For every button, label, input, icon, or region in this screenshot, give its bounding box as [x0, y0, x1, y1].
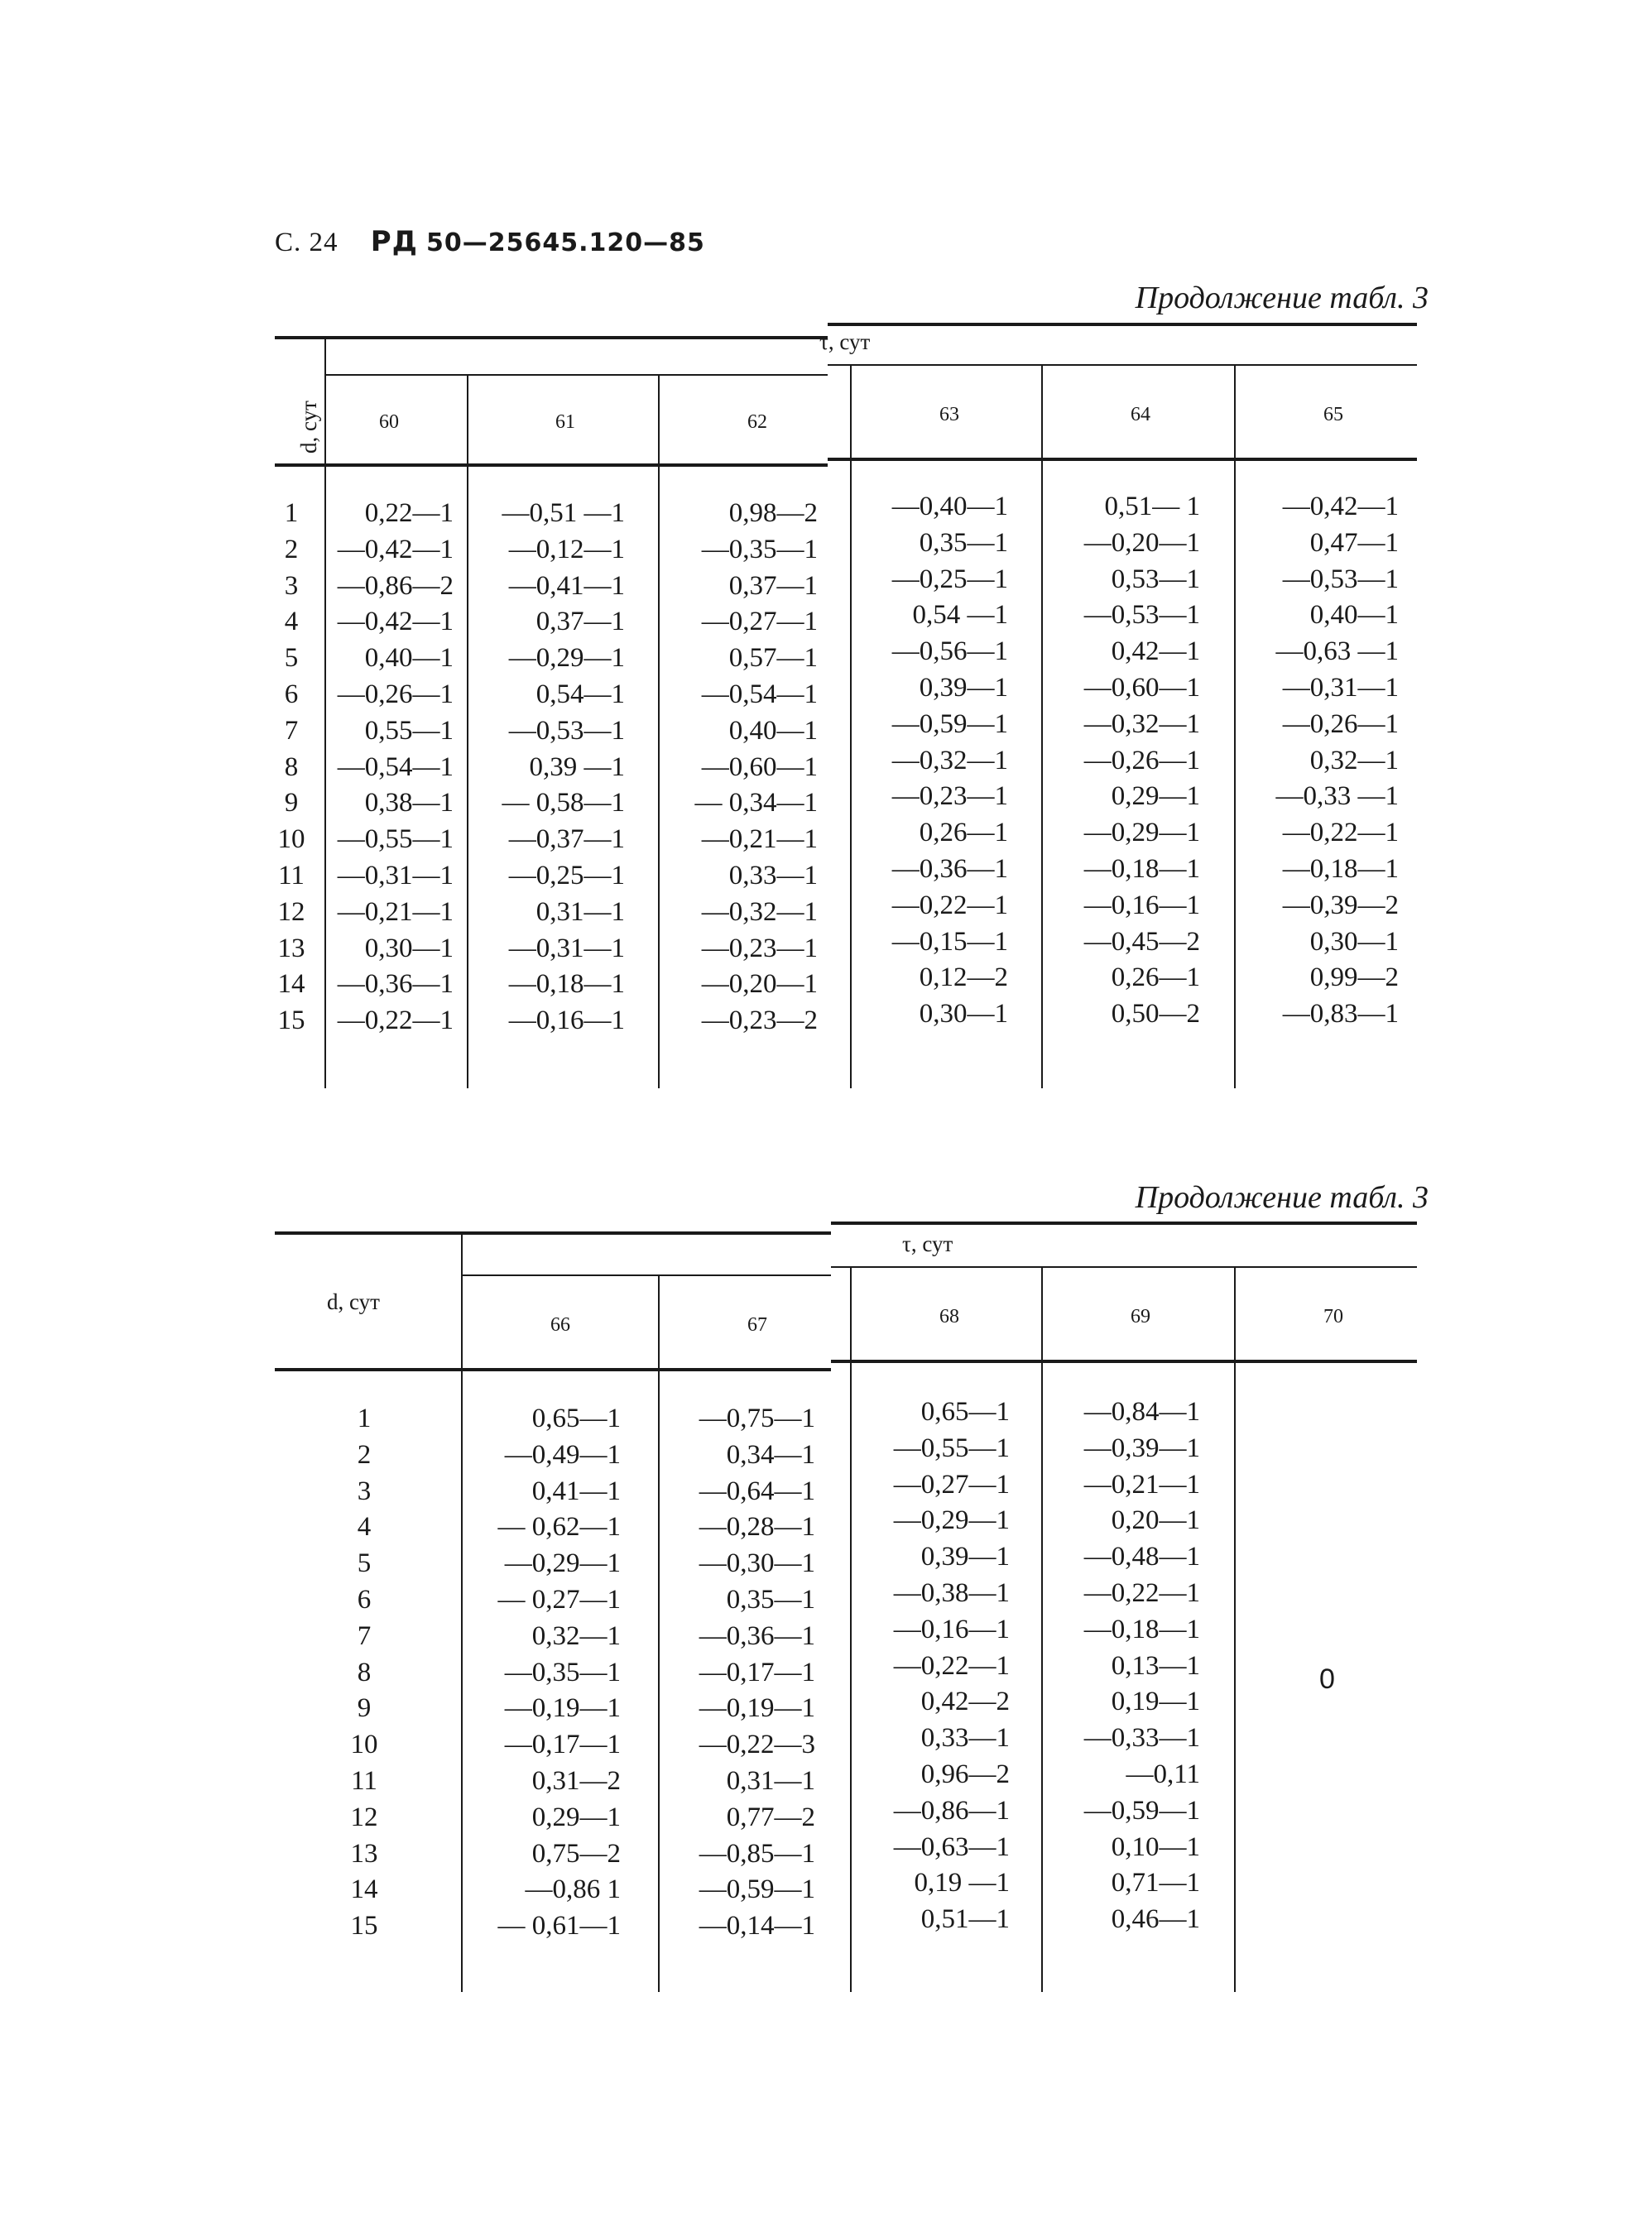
table-cell: —0,63 —1: [1275, 636, 1399, 667]
table-cell: —0,85—1: [699, 1838, 815, 1869]
table-cell: 0,65—1: [920, 1397, 1010, 1427]
table2-col-axis-label: τ, сут: [902, 1231, 953, 1256]
table-cell: 0,29—1: [1111, 781, 1200, 812]
table-cell: 0,38—1: [364, 788, 454, 818]
table-cell: —0,41—1: [508, 570, 625, 601]
table-cell: 0,65—1: [531, 1404, 621, 1433]
table-cell: 0,26—1: [1111, 962, 1200, 993]
row-number: 12: [277, 896, 305, 927]
table1-vline-4: [850, 366, 852, 1088]
table-cell: 0,55—1: [364, 715, 454, 746]
table-cell: —0,29—1: [508, 643, 625, 674]
table-cell: —0,11: [1126, 1759, 1200, 1789]
table-cell: —0,22—1: [891, 890, 1008, 920]
row-number: 8: [357, 1657, 372, 1687]
table-cell: —0,26—1: [1083, 745, 1200, 775]
table-cell: 0,39—1: [919, 673, 1008, 703]
table-cell: 0,12—2: [919, 962, 1008, 993]
row-number: 6: [357, 1585, 372, 1615]
table-cell: 0,98—2: [728, 498, 818, 528]
table-cell: —0,18—1: [1083, 854, 1200, 884]
table-cell: 0,37—1: [535, 607, 625, 637]
table-cell: 0,32—1: [531, 1620, 621, 1651]
table2-col-header: 68: [939, 1306, 959, 1327]
table1-vline-3: [658, 376, 660, 1088]
table-cell: —0,31—1: [508, 933, 625, 963]
table-cell: 0,57—1: [728, 643, 818, 674]
table-cell: —0,16—1: [508, 1006, 625, 1036]
table2-top-rule-right: [831, 1222, 1417, 1225]
table-cell: 0,40—1: [728, 715, 818, 746]
table-cell: 0,53—1: [1111, 564, 1200, 594]
table1-subhead-rule-right: [828, 364, 1417, 366]
table-cell: —0,31—1: [1282, 673, 1399, 703]
table2-head-bottom-rule-left: [275, 1368, 831, 1371]
table1-col-header: 61: [555, 411, 575, 433]
table-cell: —0,22—1: [1282, 818, 1399, 848]
row-number: 3: [284, 570, 299, 601]
row-number: 2: [357, 1439, 372, 1470]
table-cell: —0,17—1: [504, 1730, 621, 1760]
table-cell: —0,28—1: [699, 1512, 815, 1543]
table-cell: —0,39—2: [1282, 890, 1399, 920]
row-number: 5: [284, 643, 299, 674]
row-number: 4: [284, 607, 299, 637]
table-cell: 0,40—1: [364, 643, 454, 674]
table-cell: 0,33—1: [920, 1723, 1010, 1754]
table2-col-header: 66: [550, 1314, 570, 1336]
row-number: 15: [277, 1006, 305, 1036]
table-cell: 0,41—1: [531, 1476, 621, 1506]
table1-col-header: 64: [1131, 404, 1150, 425]
table1-subhead-rule-left: [324, 374, 828, 376]
doc-number: 50—25645.120—85: [425, 228, 705, 257]
table-cell: —0,21—1: [701, 824, 818, 855]
row-number: 13: [350, 1838, 378, 1869]
table2-vline-4: [1041, 1268, 1043, 1992]
table-cell: —0,16—1: [893, 1614, 1010, 1644]
table-cell: —0,32—1: [1083, 708, 1200, 739]
table-cell: 0,35—1: [919, 527, 1008, 558]
table-cell: —0,20—1: [701, 969, 818, 1000]
table-cell: —0,32—1: [701, 896, 818, 927]
table-cell: —0,53—1: [1282, 564, 1399, 594]
table2-vline-5: [1234, 1268, 1236, 1992]
table-cell: —0,27—1: [893, 1469, 1010, 1500]
table-cell: —0,49—1: [504, 1439, 621, 1470]
table-cell: —0,37—1: [508, 824, 625, 855]
table-cell: —0,18—1: [1083, 1614, 1200, 1644]
table-cell: 0,37—1: [728, 570, 818, 601]
table-cell: —0,23—1: [891, 781, 1008, 812]
table-cell: 0,22—1: [364, 498, 454, 528]
table2-vline-1: [461, 1235, 463, 1992]
page-number: С. 24: [275, 228, 339, 257]
table-cell: —0,29—1: [504, 1548, 621, 1579]
table-cell: 0,31—2: [531, 1766, 621, 1796]
table-cell: —0,55—1: [337, 824, 454, 855]
table-cell: 0,30—1: [919, 999, 1008, 1030]
row-number: 5: [357, 1548, 372, 1579]
table-cell: —0,26—1: [1282, 708, 1399, 739]
table-cell: —0,40—1: [891, 492, 1008, 521]
table1-head-bottom-rule-left: [275, 463, 828, 467]
table-cell: —0,29—1: [1083, 818, 1200, 848]
table-cell: —0,64—1: [699, 1476, 815, 1506]
table1-row-axis-label: d, сут: [296, 401, 321, 454]
table-cell: —0,18—1: [508, 969, 625, 1000]
row-number: 8: [284, 751, 299, 782]
table-cell: —0,60—1: [1083, 673, 1200, 703]
row-number: 7: [357, 1620, 372, 1651]
table-cell: —0,26—1: [337, 679, 454, 709]
table-cell: —0,20—1: [1083, 527, 1200, 558]
table-cell: —0,22—1: [337, 1006, 454, 1036]
row-number: 9: [284, 788, 299, 818]
table-cell: 0,13—1: [1111, 1650, 1200, 1681]
table2-col-header: 69: [1131, 1306, 1150, 1327]
table2-vline-2: [658, 1276, 660, 1992]
table2-caption: Продолжение табл. 3: [1135, 1180, 1429, 1215]
table-cell: —0,35—1: [504, 1657, 621, 1687]
table-cell: 0,31—1: [535, 896, 625, 927]
table-cell: —0,59—1: [891, 708, 1008, 739]
table-cell: 0,19 —1: [914, 1868, 1010, 1898]
table2-subhead-rule-right: [831, 1266, 1417, 1268]
row-number: 1: [284, 498, 299, 528]
table-cell: —0,39—1: [1083, 1433, 1200, 1463]
table-cell: —0,18—1: [1282, 854, 1399, 884]
table-cell: 0,30—1: [364, 933, 454, 963]
row-number: 14: [277, 969, 305, 1000]
table-cell: 0,51— 1: [1104, 492, 1200, 521]
row-number: 9: [357, 1693, 372, 1724]
table-cell: 0,47—1: [1309, 527, 1399, 558]
table-cell: —0,83—1: [1282, 999, 1399, 1030]
row-number: 6: [284, 679, 299, 709]
table-cell: 0,99—2: [1309, 962, 1399, 993]
table-cell: —0,14—1: [699, 1911, 815, 1942]
table-cell: 0,19—1: [1111, 1687, 1200, 1717]
table-cell: —0,86—1: [893, 1795, 1010, 1826]
table-cell: 0,75—2: [531, 1838, 621, 1869]
table1-col-header: 63: [939, 404, 959, 425]
table-cell: —0,12—1: [508, 534, 625, 564]
table1-col-header: 65: [1323, 404, 1343, 425]
table-cell: —0,22—3: [699, 1730, 815, 1760]
table-cell: —0,27—1: [701, 607, 818, 637]
row-number: 10: [350, 1730, 378, 1760]
table-cell: —0,48—1: [1083, 1542, 1200, 1572]
table-cell: —0,63—1: [893, 1831, 1010, 1862]
table-cell: —0,15—1: [891, 926, 1008, 957]
table-cell: 0,96—2: [920, 1759, 1010, 1789]
table-cell: —0,21—1: [337, 896, 454, 927]
table-cell: —0,22—1: [1083, 1578, 1200, 1608]
table1-caption: Продолжение табл. 3: [1135, 281, 1429, 315]
table-cell: 0,54 —1: [912, 600, 1008, 631]
table-cell: — 0,27—1: [497, 1585, 621, 1615]
table-cell: 0,42—2: [920, 1687, 1010, 1717]
table2-col-header: 70: [1323, 1306, 1343, 1327]
table-cell: —0,45—2: [1083, 926, 1200, 957]
table-cell: —0,54—1: [337, 751, 454, 782]
table-cell: 0,39 —1: [529, 751, 625, 782]
row-number: 7: [284, 715, 299, 746]
table-cell: 0,20—1: [1111, 1505, 1200, 1536]
table-cell: 0,71—1: [1111, 1868, 1200, 1898]
table-cell: —0,59—1: [699, 1874, 815, 1905]
table-cell: —0,19—1: [504, 1693, 621, 1724]
table-cell: —0,22—1: [893, 1650, 1010, 1681]
table-cell: —0,23—2: [701, 1006, 818, 1036]
table-cell: —0,23—1: [701, 933, 818, 963]
table-cell: —0,21—1: [1083, 1469, 1200, 1500]
table1-top-rule-right: [828, 323, 1417, 326]
table-cell: —0,32—1: [891, 745, 1008, 775]
table-cell: —0,33—1: [1083, 1723, 1200, 1754]
table2-merged-cell-70: 0: [1319, 1663, 1335, 1695]
table-cell: 0,30—1: [1309, 926, 1399, 957]
table-cell: 0,33—1: [728, 861, 818, 890]
table-cell: —0,54—1: [701, 679, 818, 709]
table-cell: —0,33 —1: [1275, 781, 1399, 812]
row-number: 10: [277, 824, 305, 855]
table1-vline-2: [467, 376, 468, 1088]
table-cell: 0,54—1: [535, 679, 625, 709]
table-cell: —0,42—1: [337, 607, 454, 637]
table-cell: — 0,61—1: [497, 1911, 621, 1942]
table2-top-rule-left: [275, 1231, 831, 1235]
table-cell: —0,56—1: [891, 636, 1008, 667]
row-number: 4: [357, 1512, 372, 1543]
row-number: 13: [277, 933, 305, 963]
table-cell: —0,55—1: [893, 1433, 1010, 1463]
row-number: 3: [357, 1476, 372, 1506]
table1-top-rule-left: [275, 336, 828, 339]
row-number: 14: [350, 1874, 378, 1905]
table1-head-bottom-rule-right: [828, 458, 1417, 461]
row-number: 12: [350, 1802, 378, 1832]
row-number: 11: [278, 861, 305, 890]
table-cell: —0,30—1: [699, 1548, 815, 1579]
table-cell: —0,17—1: [699, 1657, 815, 1687]
table-cell: —0,25—1: [891, 564, 1008, 594]
row-number: 15: [350, 1911, 378, 1942]
table-cell: —0,29—1: [893, 1505, 1010, 1536]
table-cell: 0,39—1: [920, 1542, 1010, 1572]
table-cell: —0,36—1: [337, 969, 454, 1000]
doc-prefix: РД: [370, 225, 418, 258]
table1-vline-1: [324, 339, 326, 1088]
table-cell: —0,86—2: [337, 570, 454, 601]
table1-col-axis-label: τ, сут: [819, 329, 871, 354]
table1-vline-6: [1234, 366, 1236, 1088]
table-cell: 0,26—1: [919, 818, 1008, 848]
table-cell: 0,40—1: [1309, 600, 1399, 631]
table-cell: 0,42—1: [1111, 636, 1200, 667]
table-cell: — 0,34—1: [694, 788, 818, 818]
row-number: 1: [357, 1404, 372, 1433]
table-cell: 0,46—1: [1111, 1904, 1200, 1935]
table2-subhead-rule-left: [461, 1274, 831, 1276]
table1-vline-5: [1041, 366, 1043, 1088]
table1-col-header: 62: [747, 411, 767, 433]
table-cell: —0,19—1: [699, 1693, 815, 1724]
table-cell: 0,50—2: [1111, 999, 1200, 1030]
table-cell: — 0,62—1: [497, 1512, 621, 1543]
table-cell: 0,10—1: [1111, 1831, 1200, 1862]
table-cell: —0,53—1: [508, 715, 625, 746]
table-cell: —0,35—1: [701, 534, 818, 564]
table-cell: —0,59—1: [1083, 1795, 1200, 1826]
table-cell: —0,86 1: [525, 1874, 621, 1905]
table-cell: —0,60—1: [701, 751, 818, 782]
document-code: [370, 225, 705, 258]
table-cell: —0,36—1: [891, 854, 1008, 884]
table-cell: 0,51—1: [920, 1904, 1010, 1935]
table2-vline-3: [850, 1268, 852, 1992]
table-cell: —0,42—1: [1282, 492, 1399, 521]
table-cell: —0,25—1: [508, 861, 625, 890]
table-cell: —0,38—1: [893, 1578, 1010, 1608]
table-cell: 0,31—1: [726, 1766, 815, 1796]
table-cell: 0,77—2: [726, 1802, 815, 1832]
page-header: [275, 225, 705, 258]
table-cell: — 0,58—1: [502, 788, 625, 818]
table-cell: —0,42—1: [337, 534, 454, 564]
table-cell: 0,29—1: [531, 1802, 621, 1832]
table2-head-bottom-rule-right: [831, 1360, 1417, 1363]
table-cell: —0,75—1: [699, 1404, 815, 1433]
table2-col-header: 67: [747, 1314, 767, 1336]
row-number: 2: [284, 534, 299, 564]
table-cell: —0,16—1: [1083, 890, 1200, 920]
table-cell: —0,51 —1: [502, 498, 625, 528]
table-cell: —0,84—1: [1083, 1397, 1200, 1427]
table-cell: —0,31—1: [337, 861, 454, 890]
row-number: 11: [351, 1766, 377, 1796]
table-cell: —0,53—1: [1083, 600, 1200, 631]
table-cell: —0,36—1: [699, 1620, 815, 1651]
table1-col-header: 60: [379, 411, 399, 433]
table-cell: 0,34—1: [726, 1439, 815, 1470]
table-cell: 0,35—1: [726, 1585, 815, 1615]
table2-row-axis-label: d, сут: [327, 1289, 380, 1314]
table-cell: 0,32—1: [1309, 745, 1399, 775]
